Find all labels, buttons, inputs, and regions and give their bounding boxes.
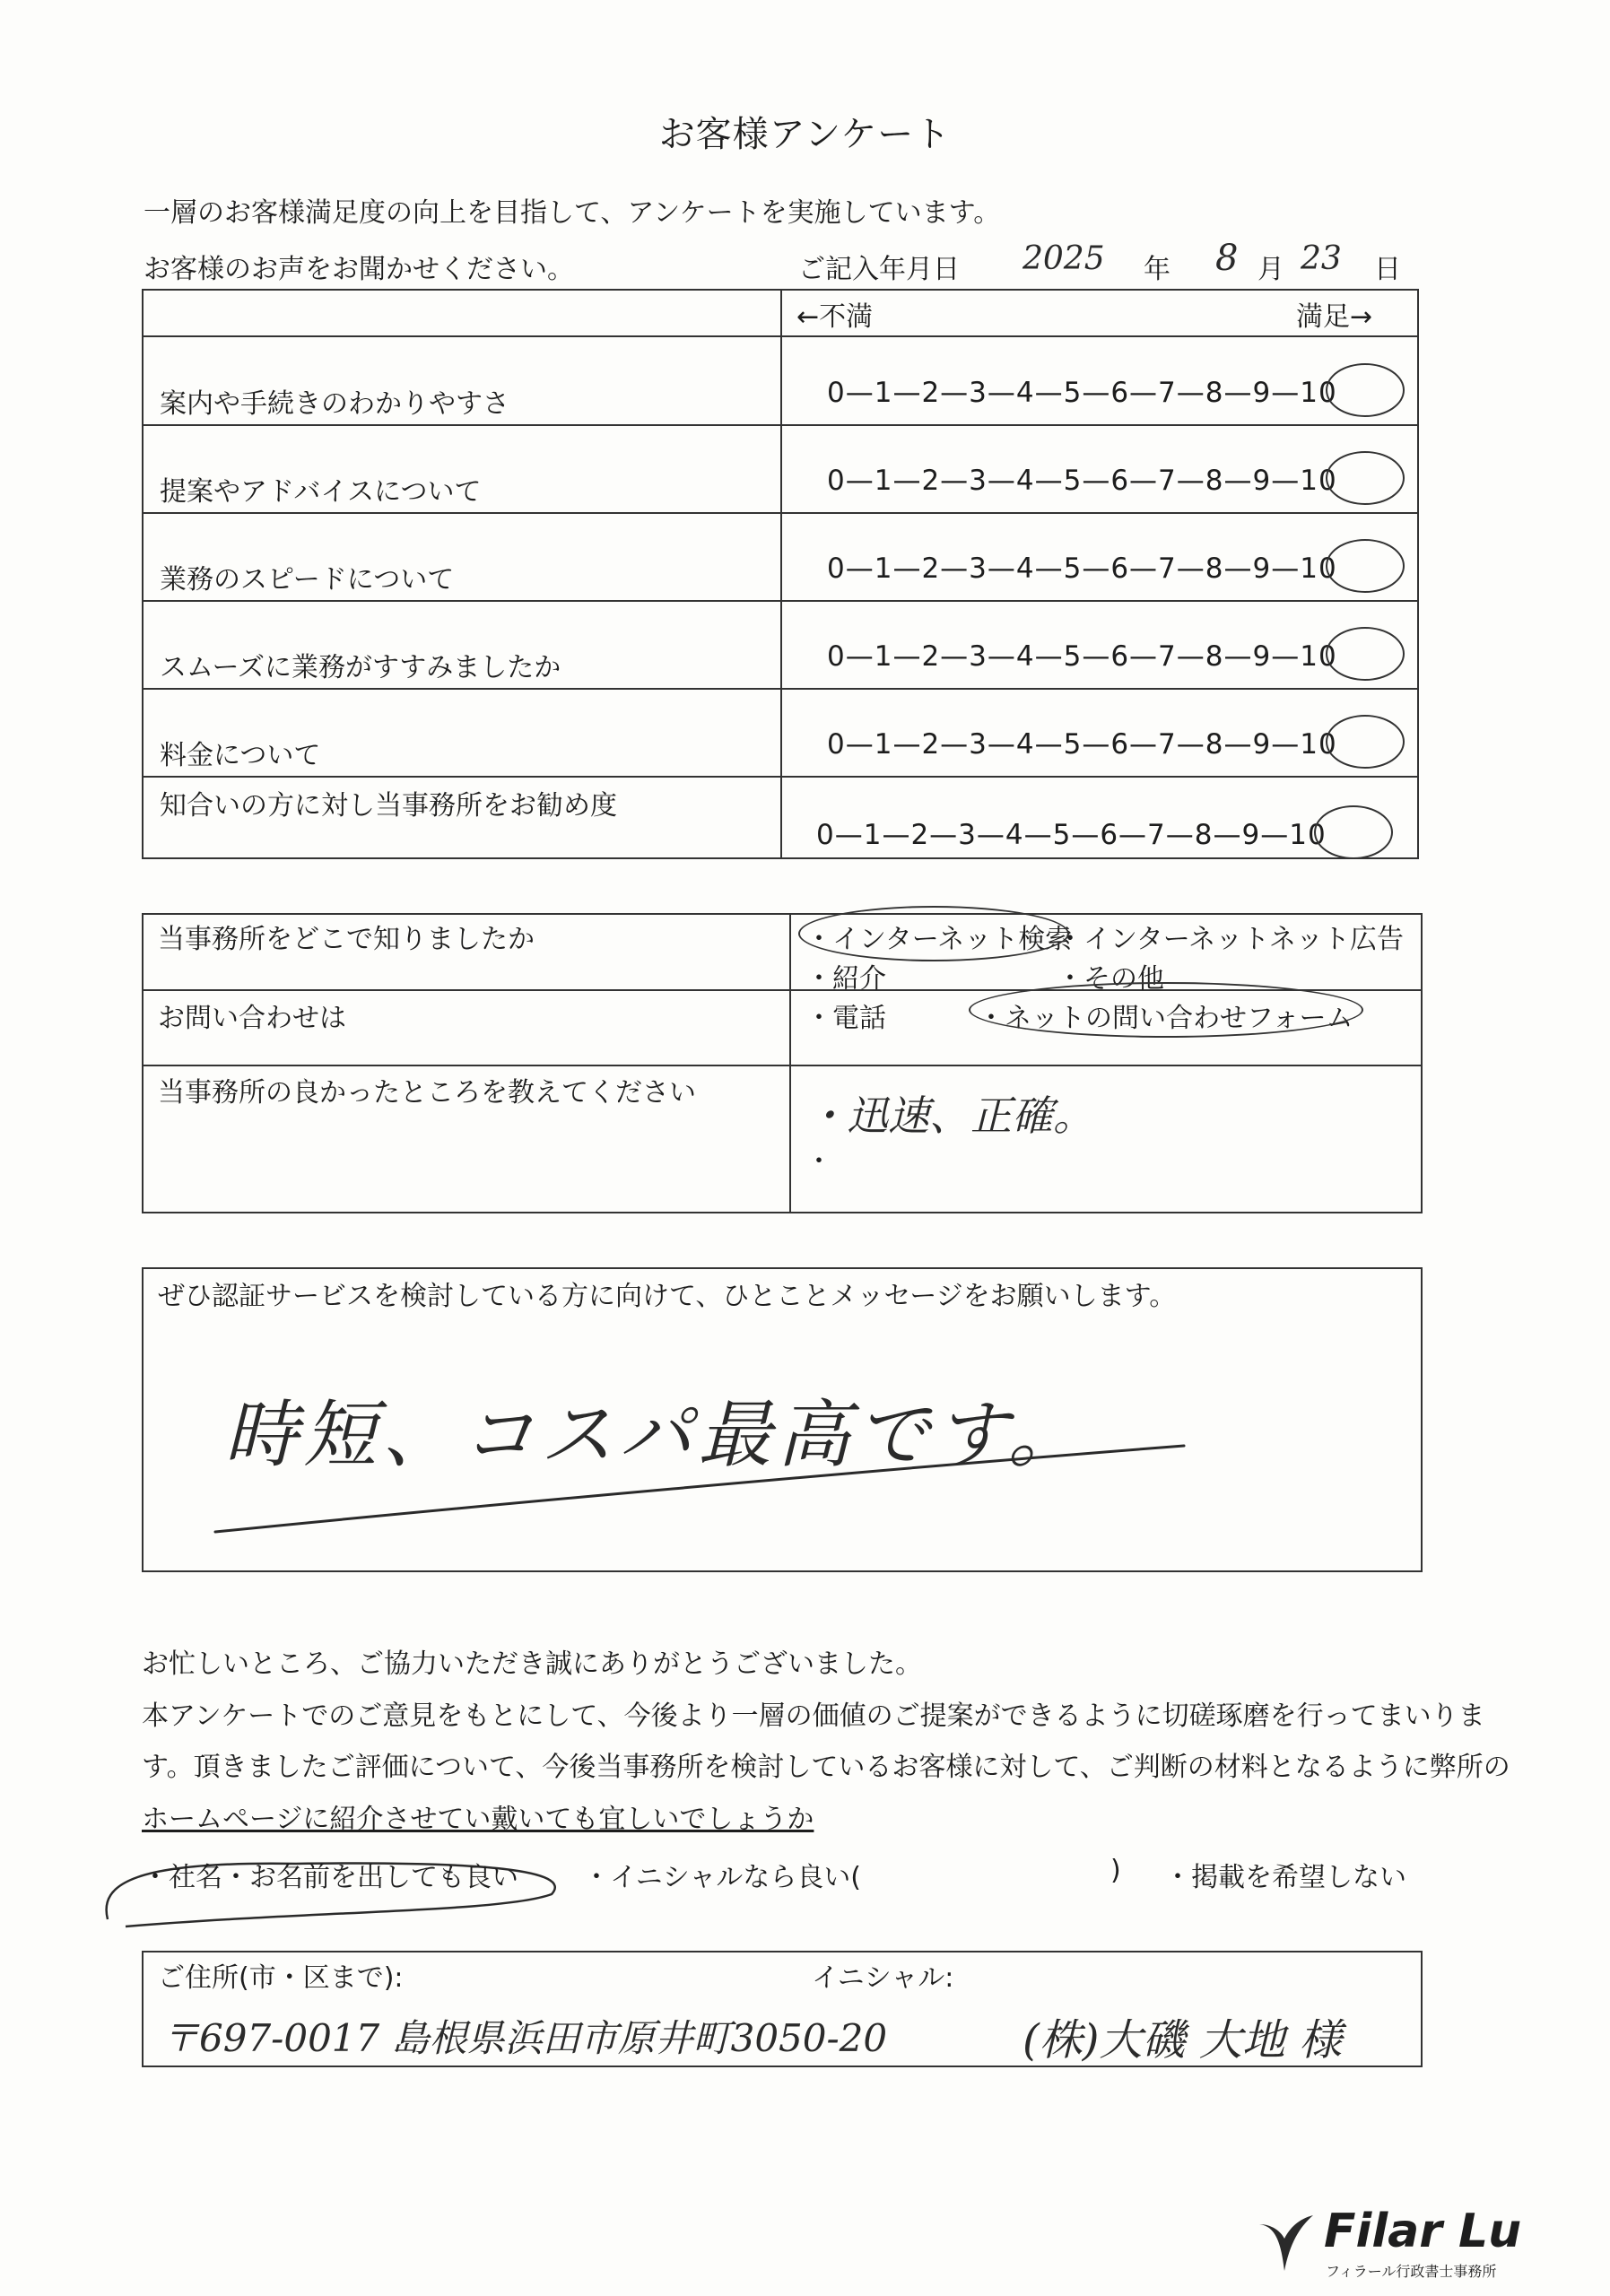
brand-logo bbox=[1254, 2205, 1577, 2280]
logo-brand-text: Filar Lu bbox=[1324, 2205, 1522, 2258]
rating-item-label: 業務のスピードについて bbox=[160, 564, 455, 596]
rating-header-left: ←不満 bbox=[796, 301, 874, 333]
rating-item-label: 料金について bbox=[160, 740, 321, 771]
date-day-unit: 日 bbox=[1374, 254, 1401, 285]
rating-item-label: 知合いの方に対し当事務所をお勧め度 bbox=[160, 790, 617, 822]
rating-item-label: スムーズに業務がすすみましたか bbox=[160, 652, 561, 683]
message-label: ぜひ認証サービスを検討している方に向けて、ひとことメッセージをお願いします。 bbox=[158, 1281, 1177, 1312]
page-title: お客様アンケート bbox=[658, 114, 952, 155]
date-day-value[interactable]: 23 bbox=[1301, 240, 1342, 277]
q3-answer-2[interactable]: ・ bbox=[805, 1146, 832, 1178]
intro-line-1: 一層のお客様満足度の向上を目指して、アンケートを実施しています。 bbox=[144, 197, 1001, 229]
logo-subtitle: フィラール行政書士事務所 bbox=[1326, 2263, 1497, 2280]
closing-line-2: 本アンケートでのご意見をもとにして、今後より一層の価値のご提案ができるように切磋琢磨を行ってまいりま bbox=[142, 1700, 1485, 1732]
rating-scale[interactable]: 0—1—2—3—4—5—6—7—8—9—10 bbox=[827, 728, 1337, 761]
initial-label: イニシャル: bbox=[812, 1962, 954, 1994]
q2-option-phone[interactable]: ・電話 bbox=[805, 1003, 886, 1034]
consent-option-initials-close: ) bbox=[1110, 1855, 1121, 1886]
leaf-logo-icon bbox=[1254, 2208, 1317, 2276]
q1-option-internet-search[interactable]: ・インターネット検索 bbox=[805, 924, 1073, 955]
rating-scale[interactable]: 0—1—2—3—4—5—6—7—8—9—10 bbox=[827, 552, 1337, 585]
q2-option-web-form[interactable]: ・ネットの問い合わせフォーム bbox=[978, 1003, 1353, 1034]
closing-line-4: ホームページに紹介させてい戴いても宜しいでしょうか bbox=[142, 1804, 814, 1835]
rating-header-right: 満足→ bbox=[1296, 301, 1373, 333]
consent-option-decline[interactable]: ・掲載を希望しない bbox=[1164, 1862, 1406, 1893]
date-label: ご記入年月日 bbox=[798, 254, 960, 285]
consent-option-initials[interactable]: ・イニシャルなら良い( bbox=[583, 1862, 861, 1893]
q3-answer-1[interactable]: ・迅速、正確。 bbox=[805, 1091, 1094, 1140]
rating-item-label: 提案やアドバイスについて bbox=[160, 476, 482, 508]
q2-label: お問い合わせは bbox=[158, 1003, 346, 1034]
rating-scale[interactable]: 0—1—2—3—4—5—6—7—8—9—10 bbox=[827, 640, 1337, 673]
intro-line-2: お客様のお声をお聞かせください。 bbox=[144, 254, 574, 285]
rating-scale[interactable]: 0—1—2—3—4—5—6—7—8—9—10 bbox=[827, 377, 1337, 409]
closing-line-3: す。頂きましたご評価について、今後当事務所を検討しているお客様に対して、ご判断の材料となるように弊所の bbox=[142, 1752, 1510, 1783]
rating-scale[interactable]: 0—1—2—3—4—5—6—7—8—9—10 bbox=[816, 819, 1327, 851]
date-year-value[interactable]: 2025 bbox=[1023, 240, 1105, 277]
consent-option-full-name[interactable]: ・社名・お名前を出しても良い bbox=[142, 1862, 518, 1893]
date-month-value[interactable]: 8 bbox=[1215, 238, 1239, 279]
company-value[interactable]: (株)大磯 大地 様 bbox=[1023, 2015, 1342, 2066]
q3-label: 当事務所の良かったところを教えてください bbox=[158, 1077, 696, 1109]
date-year-unit: 年 bbox=[1144, 254, 1171, 285]
rating-item-label: 案内や手続きのわかりやすさ bbox=[160, 388, 509, 420]
date-month-unit: 月 bbox=[1258, 254, 1284, 285]
q1-option-referral[interactable]: ・紹介 bbox=[805, 963, 886, 995]
closing-line-1: お忙しいところ、ご協力いただき誠にありがとうございました。 bbox=[142, 1648, 922, 1680]
q1-label: 当事務所をどこで知りましたか bbox=[158, 924, 535, 955]
message-answer[interactable]: 時短、コスパ最高です。 bbox=[224, 1393, 1087, 1478]
address-label: ご住所(市・区まで): bbox=[158, 1962, 404, 1994]
address-value[interactable]: 〒697-0017 島根県浜田市原井町3050-20 bbox=[161, 2016, 888, 2060]
rating-scale[interactable]: 0—1—2—3—4—5—6—7—8—9—10 bbox=[827, 465, 1337, 497]
q1-option-internet-ad[interactable]: ・インターネットネット広告 bbox=[1057, 924, 1404, 955]
q1-option-other[interactable]: ・その他 bbox=[1057, 963, 1164, 995]
